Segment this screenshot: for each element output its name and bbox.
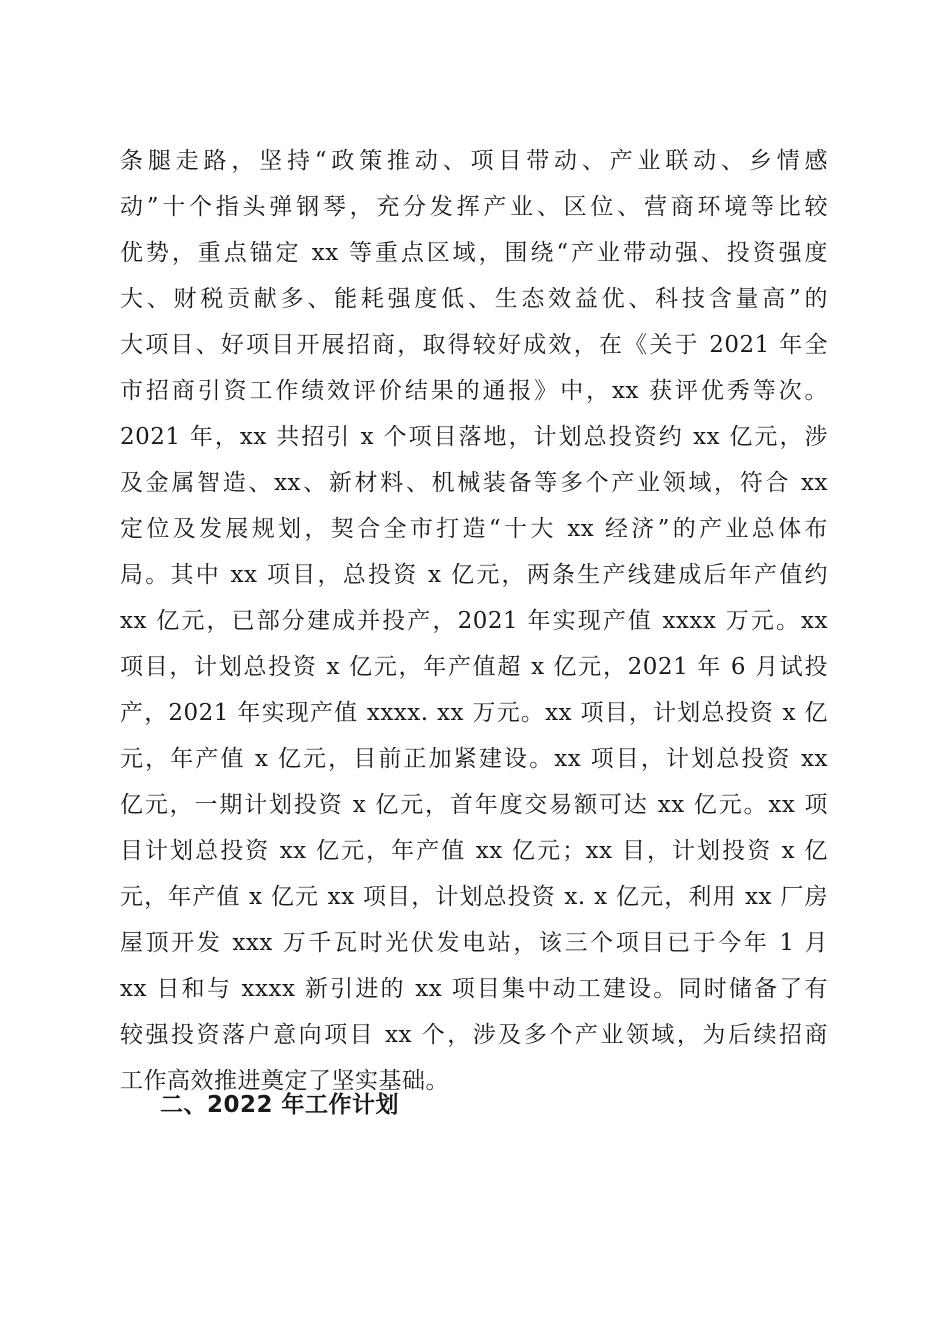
body-line: 2021 年，xx 共招引 x 个项目落地，计划总投资约 xx 亿元，涉 <box>120 424 828 450</box>
body-line: 大项目、好项目开展招商，取得较好成效，在《关于 2021 年全 <box>120 332 828 358</box>
body-line: 及金属智造、xx、新材料、机械装备等多个产业领域，符合 xx <box>120 470 828 496</box>
body-line: 市招商引资工作绩效评价结果的通报》中，xx 获评优秀等次。 <box>120 378 828 404</box>
body-line: 条腿走路，坚持“政策推动、项目带动、产业联动、乡情感 <box>120 148 828 174</box>
body-line: 亿元，一期计划投资 x 亿元，首年度交易额可达 xx 亿元。xx 项 <box>120 792 828 818</box>
body-line: xx 亿元，已部分建成并投产，2021 年实现产值 xxxx 万元。xx <box>120 608 828 634</box>
body-line: 局。其中 xx 项目，总投资 x 亿元，两条生产线建成后年产值约 <box>120 562 828 588</box>
body-line: 产，2021 年实现产值 xxxx. xx 万元。xx 项目，计划总投资 x 亿 <box>120 700 828 726</box>
body-line: 大、财税贡献多、能耗强度低、生态效益优、科技含量高”的 <box>120 286 828 312</box>
body-line: 元，年产值 x 亿元 xx 项目，计划总投资 x. x 亿元，利用 xx 厂房 <box>120 884 828 910</box>
body-line: 目计划总投资 xx 亿元，年产值 xx 亿元；xx 目，计划投资 x 亿 <box>120 838 828 864</box>
body-line: 动”十个指头弹钢琴，充分发挥产业、区位、营商环境等比较 <box>120 194 828 220</box>
body-line: xx 日和与 xxxx 新引进的 xx 项目集中动工建设。同时储备了有 <box>120 976 828 1002</box>
body-line: 较强投资落户意向项目 xx 个，涉及多个产业领域，为后续招商 <box>120 1022 828 1048</box>
body-line: 屋顶开发 xxx 万千瓦时光伏发电站，该三个项目已于今年 1 月 <box>120 930 828 956</box>
body-line: 元，年产值 x 亿元，目前正加紧建设。xx 项目，计划总投资 xx <box>120 746 828 772</box>
body-line: 优势，重点锚定 xx 等重点区域，围绕“产业带动强、投资强度 <box>120 240 828 266</box>
body-line: 项目，计划总投资 x 亿元，年产值超 x 亿元，2021 年 6 月试投 <box>120 654 828 680</box>
body-line-last: 工作高效推进奠定了坚实基础。 <box>120 1068 449 1094</box>
section-heading: 二、2022 年工作计划 <box>160 1092 400 1118</box>
body-line: 定位及发展规划，契合全市打造“十大 xx 经济”的产业总体布 <box>120 516 828 542</box>
